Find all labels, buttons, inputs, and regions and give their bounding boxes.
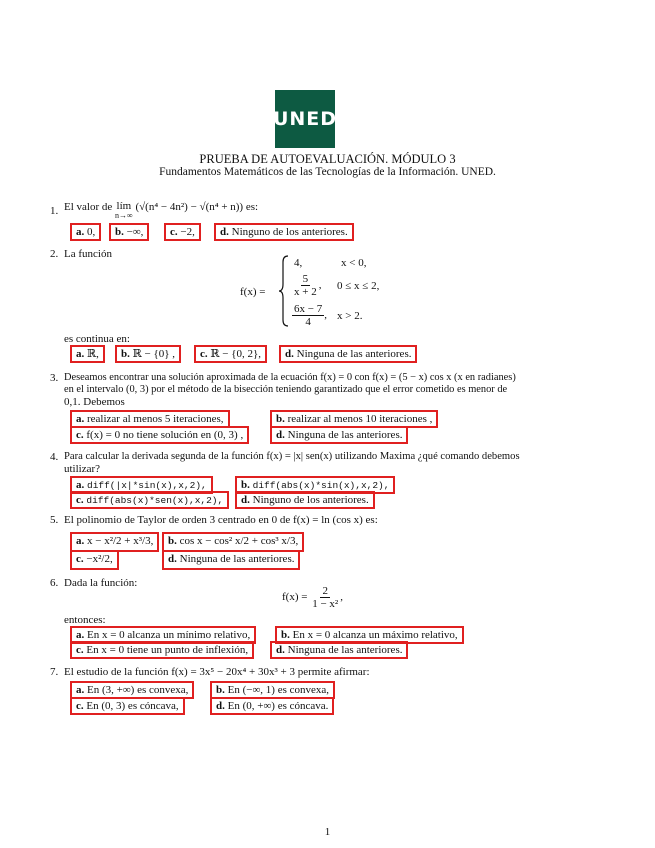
piece-3-expr: $\frac{6x - 7}{4}$ , — [294, 303, 327, 328]
document-subtitle: Fundamentos Matemáticos de las Tecnologías de la Información. UNED. — [159, 166, 496, 178]
q5-option-d[interactable]: d. Ninguna de las anteriores. — [162, 550, 300, 570]
question-5-text: El polinomio de Taylor de orden 3 centrado en 0 de f(x) = ln (cos x) es: — [64, 514, 378, 526]
q1-lim: lím — [116, 200, 132, 212]
q7-option-a[interactable]: a. En (3, +∞) es convexa, — [70, 681, 194, 699]
q1-option-a[interactable]: a. 0, — [70, 223, 101, 241]
piece-3-cond: x > 2. — [337, 310, 363, 322]
question-3-line-3: 0,1. Debemos — [64, 396, 125, 408]
q1-text-prefix: El valor de — [64, 201, 116, 213]
brace-icon — [278, 254, 290, 328]
question-3-line-2: en el intervalo (0, 3) por el método de la bisección teniendo garantizado que el error cometido es menor de — [64, 384, 508, 395]
piece-2-expr: $\frac{5}{x + 2}$ , — [294, 273, 322, 298]
question-number: 2. — [50, 248, 59, 260]
q6-option-a[interactable]: a. En x = 0 alcanza un mínimo relativo, — [70, 626, 256, 644]
q4-option-a[interactable]: a. diff(|x|*sin(x),x,2), — [70, 476, 213, 494]
piece-1-cond: x < 0, — [341, 257, 367, 269]
question-number: 3. — [50, 372, 59, 384]
page-number: 1 — [324, 826, 331, 838]
q5-option-b[interactable]: b. cos x − cos² x/2 + cos³ x/3, — [162, 532, 304, 552]
q7-option-d[interactable]: d. En (0, +∞) es cóncava. — [210, 697, 334, 715]
piece-1-expr: 4, — [294, 257, 303, 269]
q2-option-a[interactable]: a. ℝ, — [70, 345, 105, 363]
question-4-line-2: utilizar? — [64, 463, 101, 475]
question-number: 5. — [50, 514, 59, 526]
logo-text: UNED — [272, 108, 338, 130]
q7-option-c[interactable]: c. En (0, 3) es cóncava, — [70, 697, 185, 715]
question-2-after: es continua en: — [64, 333, 130, 345]
q5-option-a[interactable]: a. x − x²/2 + x³/3, — [70, 532, 159, 552]
question-number: 7. — [50, 666, 59, 678]
q3-option-a[interactable]: a. realizar al menos 5 iteraciones, — [70, 410, 230, 428]
q7-option-b[interactable]: b. En (−∞, 1) es convexa, — [210, 681, 335, 699]
uned-logo — [272, 90, 338, 148]
q3-option-b[interactable]: b. realizar al menos 10 iteraciones , — [270, 410, 438, 428]
question-4-line-1: Para calcular la derivada segunda de la función f(x) = |x| sen(x) utilizando Maxima ¿qué comando debemos — [64, 451, 520, 462]
q1-option-c[interactable]: c. −2, — [164, 223, 201, 241]
q1-option-b[interactable]: b. −∞, — [109, 223, 149, 241]
q4-option-d[interactable]: d. Ninguno de los anteriores. — [235, 491, 375, 509]
q6-option-d[interactable]: d. Ninguna de las anteriores. — [270, 641, 408, 659]
q1-text-suffix: es: — [243, 201, 259, 213]
question-7-text: El estudio de la función f(x) = 3x⁵ − 20x⁴ + 30x³ + 3 permite afirmar: — [64, 666, 370, 678]
q2-option-d[interactable]: d. Ninguna de las anteriores. — [279, 345, 417, 363]
q1-lim-sub: n→∞ — [115, 211, 133, 220]
document-title: PRUEBA DE AUTOEVALUACIÓN. MÓDULO 3 — [199, 152, 456, 166]
q6-formula: f(x) = $\frac{2}{\text{1 − x²}}$ , — [282, 585, 343, 610]
question-2-text: La función — [64, 248, 112, 260]
piece-2-cond: 0 ≤ x ≤ 2, — [337, 280, 380, 292]
q6-option-b[interactable]: b. En x = 0 alcanza un máximo relativo, — [275, 626, 464, 644]
question-number: 1. — [50, 205, 59, 217]
q5-option-c[interactable]: c. −x²/2, — [70, 550, 119, 570]
question-number: 4. — [50, 451, 59, 463]
question-6-text: Dada la función: — [64, 577, 138, 589]
q3-option-d[interactable]: d. Ninguna de las anteriores. — [270, 426, 408, 444]
piecewise-lhs: f(x) = — [240, 286, 266, 298]
question-3-line-1: Deseamos encontrar una solución aproximada de la ecuación f(x) = 0 con f(x) = (5 − x) cos x (x en radianes) — [64, 372, 516, 383]
q6-option-c[interactable]: c. En x = 0 tiene un punto de inflexión, — [70, 641, 254, 659]
q3-option-c[interactable]: c. f(x) = 0 no tiene solución en (0, 3) , — [70, 426, 249, 444]
q1-option-d[interactable]: d. Ninguno de los anteriores. — [214, 223, 354, 241]
question-number: 6. — [50, 577, 59, 589]
q2-option-c[interactable]: c. ℝ − {0, 2}, — [194, 345, 267, 363]
q1-expression: (√(n⁴ − 4n²) − √(n⁴ + n)) — [135, 201, 244, 213]
q2-option-b[interactable]: b. ℝ − {0} , — [115, 345, 181, 363]
q4-option-b[interactable]: b. diff(abs(x)*sin(x),x,2), — [235, 476, 395, 494]
question-6-after: entonces: — [64, 614, 106, 626]
q4-option-c[interactable]: c. diff(abs(x)*sen(x),x,2), — [70, 491, 229, 509]
question-1-text — [64, 201, 258, 221]
